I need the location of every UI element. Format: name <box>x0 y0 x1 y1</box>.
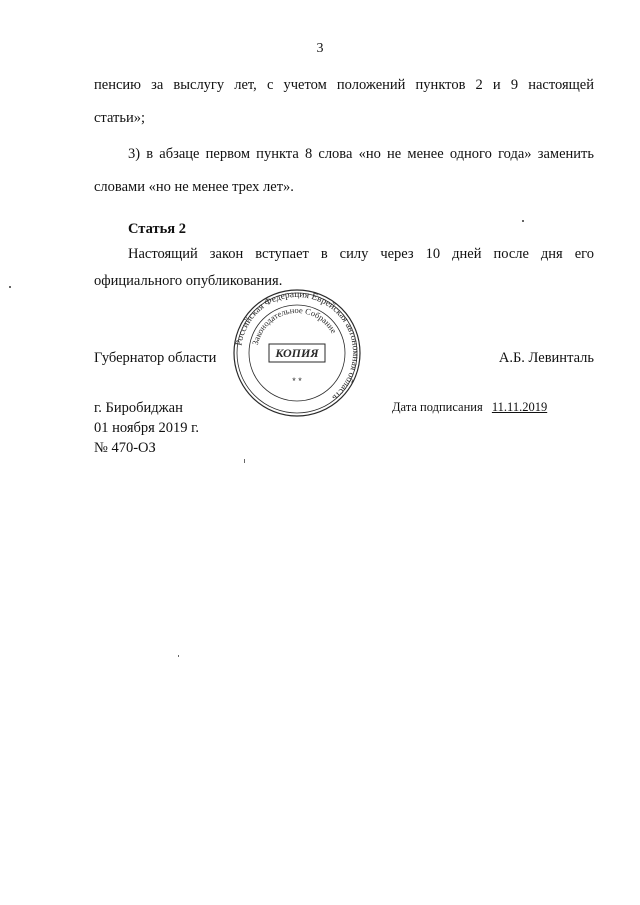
official-seal <box>232 288 362 418</box>
signatory-title: Губернатор области <box>94 350 217 366</box>
scan-speck <box>522 220 524 222</box>
paragraph-line: пенсию за выслугу лет, с учетом положений пунктов 2 и 9 настоящей <box>94 77 594 93</box>
article-heading: Статья 2 <box>128 221 186 237</box>
paragraph-line: статьи»; <box>94 110 145 126</box>
scan-speck <box>9 286 11 288</box>
article-line: Настоящий закон вступает в силу через 10 дней после дня его <box>128 246 594 262</box>
signing-label: Дата подписания <box>392 400 483 414</box>
seal-stars: * * <box>292 376 302 386</box>
scan-speck <box>244 459 245 463</box>
signing-info <box>392 400 547 415</box>
seal-inner-text: Законодательное Собрание <box>249 304 340 347</box>
signing-date: 11.11.2019 <box>491 400 548 414</box>
seal-center-text: КОПИЯ <box>275 346 319 360</box>
article-line: официального опубликования. <box>94 273 283 289</box>
scan-speck <box>178 655 179 657</box>
page-number: 3 <box>316 41 324 56</box>
place-city: г. Биробиджан <box>94 400 183 416</box>
law-date: 01 ноября 2019 г. <box>94 420 200 436</box>
seal-outer-text: Российская Федерация Еврейская автономная область <box>234 289 361 403</box>
paragraph-line: 3) в абзаце первом пункта 8 слова «но не менее одного года» заменить <box>128 146 594 162</box>
law-number: № 470-ОЗ <box>94 440 156 456</box>
signatory-name: А.Б. Левинталь <box>498 350 594 366</box>
paragraph-line: словами «но не менее трех лет». <box>94 179 294 195</box>
